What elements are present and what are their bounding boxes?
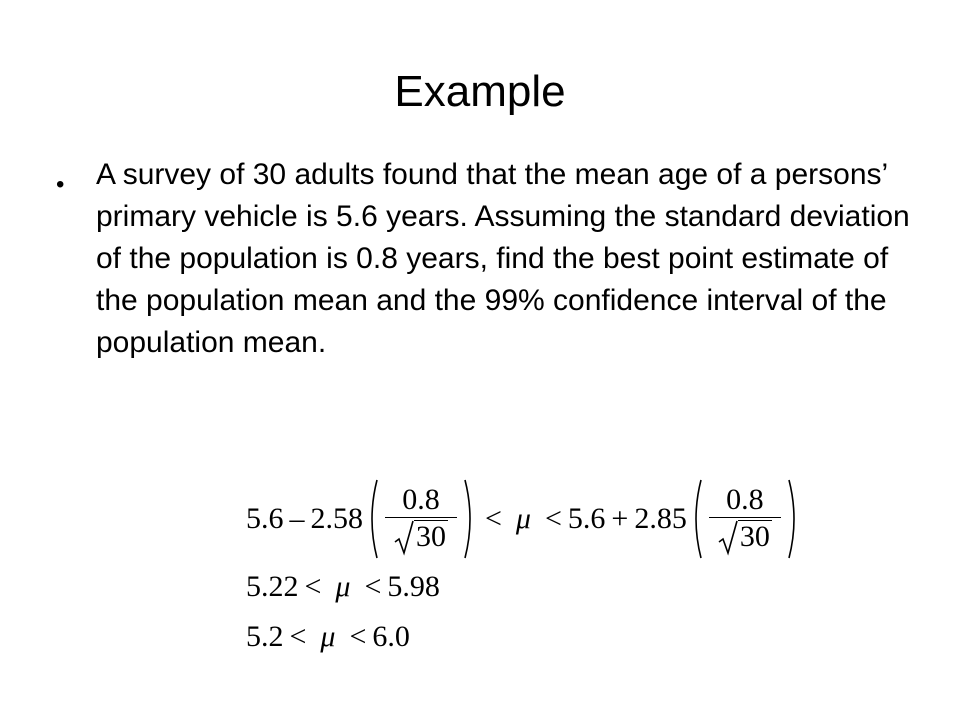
right-mean: 5.6 <box>567 502 606 535</box>
mu-symbol: μ <box>335 570 351 603</box>
right-fraction-bar <box>709 517 781 518</box>
right-fraction <box>709 483 781 556</box>
left-paren-open-icon <box>365 478 379 560</box>
interval-upper-bound: 5.98 <box>387 570 440 603</box>
left-fraction <box>385 483 457 556</box>
minus-sign: – <box>289 502 305 535</box>
left-radicand: 30 <box>416 519 446 553</box>
right-paren-close-icon <box>787 478 801 560</box>
less-than-sign: < <box>289 620 307 653</box>
bullet-text: A survey of 30 adults found that the mean age of a persons’ primary vehicle is 5.6 years. Assuming the standard deviation of the population is 0.8 years, find the best point estimate of the population mean and the 99% confidence interval of the population mean. <box>96 158 910 359</box>
left-fraction-bar <box>385 517 457 518</box>
right-paren-open-icon <box>689 478 703 560</box>
slide-title: Example <box>394 67 566 116</box>
right-radicand: 30 <box>739 519 770 553</box>
interval-lower-bound: 5.22 <box>246 570 299 603</box>
confidence-interval-formula <box>246 478 803 560</box>
less-than-sign: < <box>304 570 322 603</box>
right-fraction-numerator: 0.8 <box>726 482 764 516</box>
sqrt-icon <box>394 520 414 556</box>
left-fraction-denominator <box>394 520 448 556</box>
rounded-upper-bound: 6.0 <box>372 620 410 653</box>
right-z-value: 2.85 <box>634 502 687 535</box>
bullet-icon: • <box>56 171 65 198</box>
interval-result-line <box>246 566 440 608</box>
sqrt-icon <box>718 520 738 556</box>
less-than-sign: < <box>364 570 382 603</box>
less-than-sign: < <box>485 502 502 535</box>
mu-symbol: μ <box>320 620 336 653</box>
left-mean: 5.6 <box>246 502 284 535</box>
interval-rounded-line <box>246 616 410 658</box>
left-paren-close-icon <box>463 478 477 560</box>
left-z-value: 2.58 <box>310 502 363 535</box>
bullet-list <box>56 154 916 364</box>
plus-sign: + <box>611 502 629 535</box>
right-fraction-denominator <box>718 520 772 556</box>
rounded-lower-bound: 5.2 <box>246 620 284 653</box>
mu-symbol: μ <box>515 502 531 535</box>
less-than-sign: < <box>349 620 367 653</box>
less-than-sign: < <box>544 502 562 535</box>
left-fraction-numerator: 0.8 <box>402 482 440 516</box>
